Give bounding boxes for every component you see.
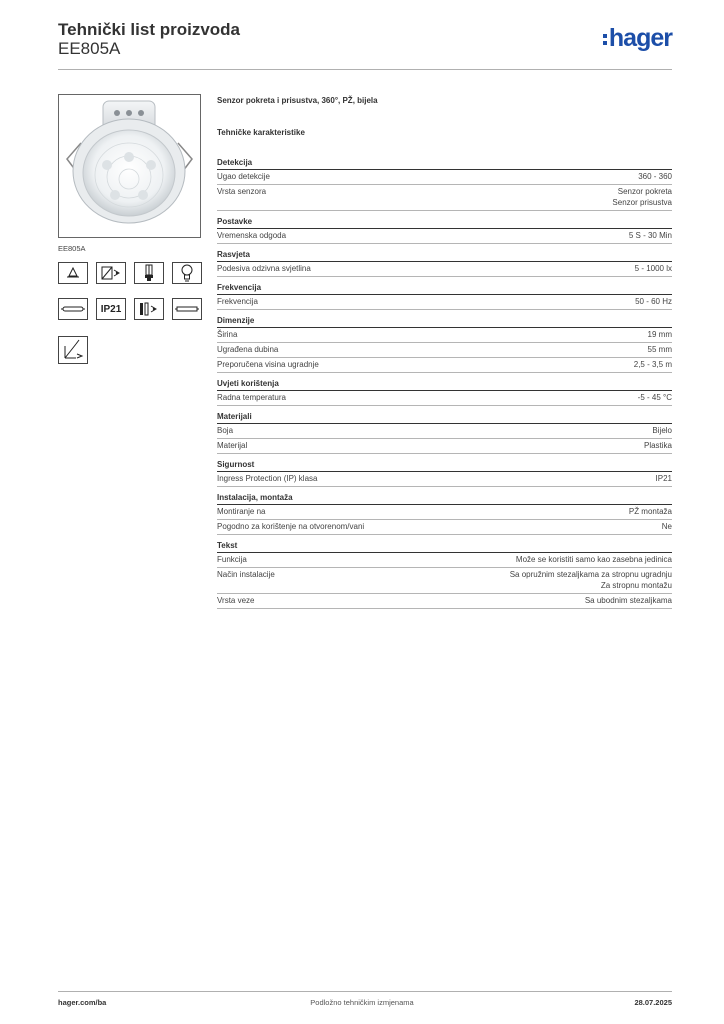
section-sigurnost bbox=[217, 460, 672, 487]
spec-label: Pogodno za korištenje na otvorenom/vani bbox=[217, 522, 365, 531]
logo-dots-icon bbox=[603, 34, 607, 45]
ip-rating-icon bbox=[96, 298, 126, 320]
spec-label: Preporučena visina ugradnje bbox=[217, 360, 319, 369]
section-title: Detekcija bbox=[217, 158, 672, 170]
spec-label: Vrsta veze bbox=[217, 596, 255, 605]
section-materijali bbox=[217, 412, 672, 454]
spec-value: 360 - 360 bbox=[638, 172, 672, 181]
section-detekcija bbox=[217, 158, 672, 211]
spec-label: Vrsta senzora bbox=[217, 187, 267, 196]
section-title: Uvjeti korištenja bbox=[217, 379, 672, 391]
spec-value: PŽ montaža bbox=[628, 507, 672, 516]
section-title: Tekst bbox=[217, 541, 672, 553]
section-dimenzije bbox=[217, 316, 672, 373]
spec-row bbox=[217, 594, 672, 609]
spec-value: IP21 bbox=[655, 474, 672, 483]
section-postavke bbox=[217, 217, 672, 244]
section-rasvjeta bbox=[217, 250, 672, 277]
led-tube-icon bbox=[58, 298, 88, 320]
spec-label: Vremenska odgoda bbox=[217, 231, 287, 240]
section-tekst bbox=[217, 541, 672, 609]
section-title: Instalacija, montaža bbox=[217, 493, 672, 505]
ceiling-mount-icon bbox=[58, 262, 88, 284]
spec-column bbox=[217, 96, 672, 611]
spec-row bbox=[217, 439, 672, 454]
bulb-icon bbox=[172, 262, 202, 284]
spec-row bbox=[217, 229, 672, 244]
footer-website-link[interactable]: hager.com/ba bbox=[58, 998, 107, 1007]
document-title: Tehnički list proizvoda bbox=[58, 20, 240, 39]
spec-label: Montiranje na bbox=[217, 507, 266, 516]
footer-divider bbox=[58, 991, 672, 992]
spec-label: Materijal bbox=[217, 441, 248, 450]
sensor-illustration-icon bbox=[59, 95, 200, 237]
spec-label: Širina bbox=[217, 330, 238, 339]
fluorescent-lamp-icon bbox=[134, 262, 164, 284]
spec-row bbox=[217, 358, 672, 373]
presence-detector-icon bbox=[134, 298, 164, 320]
spec-row bbox=[217, 262, 672, 277]
spec-value: 55 mm bbox=[647, 345, 672, 354]
spec-label: Ugao detekcije bbox=[217, 172, 270, 181]
spec-label: Funkcija bbox=[217, 555, 247, 564]
spec-label: Frekvencija bbox=[217, 297, 258, 306]
spec-row bbox=[217, 424, 672, 439]
ip-rating-label: IP21 bbox=[100, 303, 122, 315]
pir-sensor-icon bbox=[96, 262, 126, 284]
spec-row bbox=[217, 391, 672, 406]
footer-note: Podložno tehničkim izmjenama bbox=[310, 998, 414, 1007]
spec-value: Ne bbox=[661, 522, 672, 531]
spec-label: Podesiva odzivna svjetlina bbox=[217, 264, 311, 273]
spec-row bbox=[217, 185, 672, 211]
installation-angle-icon bbox=[58, 336, 88, 364]
tech-heading: Tehničke karakteristike bbox=[217, 128, 305, 137]
spec-label: Radna temperatura bbox=[217, 393, 286, 402]
section-title: Frekvencija bbox=[217, 283, 672, 295]
spec-value: Plastika bbox=[643, 441, 672, 450]
spec-value: 19 mm bbox=[647, 330, 672, 339]
spec-value: 50 - 60 Hz bbox=[635, 297, 672, 306]
spec-row bbox=[217, 505, 672, 520]
spec-label: Boja bbox=[217, 426, 234, 435]
section-title: Materijali bbox=[217, 412, 672, 424]
spec-label: Način instalacije bbox=[217, 570, 275, 579]
header-divider bbox=[58, 69, 672, 70]
product-name: Senzor pokreta i prisustva, 360°, PŽ, bijela bbox=[217, 96, 378, 105]
spec-value: -5 - 45 °C bbox=[637, 393, 672, 402]
spec-value: Može se koristiti samo kao zasebna jedinica bbox=[515, 555, 672, 564]
spec-value: 5 S - 30 Min bbox=[628, 231, 672, 240]
spec-row bbox=[217, 568, 672, 594]
fluorescent-tube-icon bbox=[172, 298, 202, 320]
spec-row bbox=[217, 328, 672, 343]
spec-value bbox=[266, 186, 672, 208]
spec-value: 5 - 1000 lx bbox=[634, 264, 672, 273]
photo-caption: EE805A bbox=[58, 244, 86, 253]
section-uvjeti bbox=[217, 379, 672, 406]
spec-label: Ugrađena dubina bbox=[217, 345, 279, 354]
spec-label: Ingress Protection (IP) klasa bbox=[217, 474, 318, 483]
spec-row bbox=[217, 553, 672, 568]
spec-value: 2,5 - 3,5 m bbox=[633, 360, 672, 369]
spec-value: Sa ubodnim stezaljkama bbox=[584, 596, 672, 605]
spec-value-line: Senzor prisustva bbox=[612, 198, 672, 207]
logo-text: hager bbox=[608, 24, 672, 52]
section-title: Rasvjeta bbox=[217, 250, 672, 262]
spec-value-line: Sa opružnim stezaljkama za stropnu ugradnju bbox=[509, 570, 672, 579]
spec-row bbox=[217, 295, 672, 310]
section-title: Sigurnost bbox=[217, 460, 672, 472]
product-code: EE805A bbox=[58, 39, 121, 58]
spec-row bbox=[217, 170, 672, 185]
product-photo bbox=[58, 94, 201, 238]
hager-logo bbox=[603, 26, 672, 51]
spec-value-line: Za stropnu montažu bbox=[600, 581, 672, 590]
spec-value bbox=[275, 569, 672, 591]
footer-date: 28.07.2025 bbox=[634, 998, 672, 1007]
section-instalacija bbox=[217, 493, 672, 535]
spec-row bbox=[217, 343, 672, 358]
spec-value: Bijelo bbox=[652, 426, 672, 435]
section-frekvencija bbox=[217, 283, 672, 310]
spec-value-line: Senzor pokreta bbox=[617, 187, 672, 196]
section-title: Dimenzije bbox=[217, 316, 672, 328]
spec-row bbox=[217, 472, 672, 487]
spec-row bbox=[217, 520, 672, 535]
section-title: Postavke bbox=[217, 217, 672, 229]
